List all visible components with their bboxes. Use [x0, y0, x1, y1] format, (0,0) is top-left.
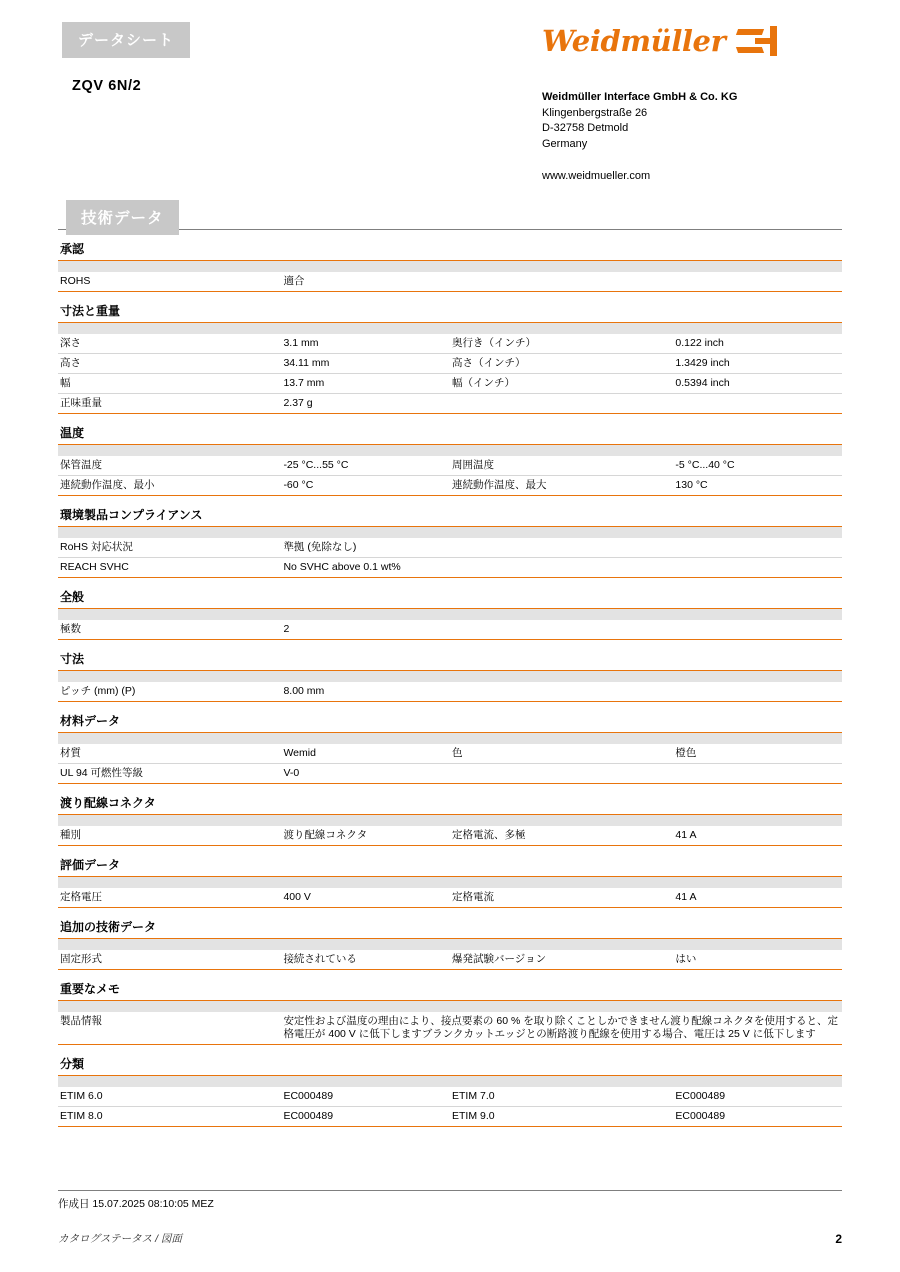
spec-value: 8.00 mm	[281, 682, 450, 702]
group-additional-technical-data	[58, 918, 842, 970]
table-row	[58, 354, 842, 374]
spec-key: 連続動作温度、最大	[450, 476, 673, 496]
group-title: 全般	[58, 588, 842, 609]
spec-table	[58, 826, 842, 846]
group-title: 材料データ	[58, 712, 842, 733]
spec-value	[673, 538, 842, 558]
company-website[interactable]: www.weidmueller.com	[542, 170, 651, 182]
spec-value: -5 °C...40 °C	[673, 456, 842, 476]
table-row	[58, 1012, 842, 1045]
group-title: 分類	[58, 1055, 842, 1076]
spec-value: 3.1 mm	[281, 334, 450, 354]
spec-value: 1.3429 inch	[673, 354, 842, 374]
spec-value: EC000489	[281, 1107, 450, 1127]
spec-value: 400 V	[281, 888, 450, 908]
group-strip	[58, 1001, 842, 1012]
group-title: 寸法	[58, 650, 842, 671]
group-strip	[58, 671, 842, 682]
spec-value: 2.37 g	[281, 394, 450, 414]
table-row	[58, 620, 842, 640]
group-cross-connector	[58, 794, 842, 846]
group-title: 承認	[58, 240, 842, 261]
spec-key: 定格電流、多極	[450, 826, 673, 846]
group-title: 追加の技術データ	[58, 918, 842, 939]
table-row	[58, 1107, 842, 1127]
table-row	[58, 826, 842, 846]
group-title: 評価データ	[58, 856, 842, 877]
group-temperature	[58, 424, 842, 496]
group-material-data	[58, 712, 842, 784]
spec-key	[450, 558, 673, 578]
group-strip	[58, 445, 842, 456]
table-row	[58, 272, 842, 292]
spec-table	[58, 682, 842, 702]
spec-value: EC000489	[673, 1087, 842, 1107]
spec-table	[58, 334, 842, 414]
spec-value	[673, 620, 842, 640]
group-strip	[58, 815, 842, 826]
table-row	[58, 682, 842, 702]
spec-key: 色	[450, 744, 673, 764]
spec-value: -25 °C...55 °C	[281, 456, 450, 476]
spec-value: 準拠 (免除なし)	[281, 538, 450, 558]
table-row	[58, 476, 842, 496]
spec-key: 製品情報	[58, 1012, 281, 1045]
spec-key: ETIM 9.0	[450, 1107, 673, 1127]
spec-key: ETIM 7.0	[450, 1087, 673, 1107]
brand-block	[542, 24, 842, 185]
group-environmental-compliance	[58, 506, 842, 578]
spec-value: 41 A	[673, 888, 842, 908]
spec-key: 正味重量	[58, 394, 281, 414]
spec-value: V-0	[281, 764, 450, 784]
tech-data-title: 技術データ	[66, 200, 179, 235]
spec-table	[58, 888, 842, 908]
group-rating-data	[58, 856, 842, 908]
spec-value: 接続されている	[281, 950, 450, 970]
group-strip	[58, 261, 842, 272]
created-date: 作成日 15.07.2025 08:10:05 MEZ	[58, 1190, 842, 1211]
table-row	[58, 334, 842, 354]
table-row	[58, 764, 842, 784]
spec-key: ピッチ (mm) (P)	[58, 682, 281, 702]
page-number: 2	[835, 1232, 842, 1246]
spec-value: 0.5394 inch	[673, 374, 842, 394]
spec-table	[58, 950, 842, 970]
group-title: 温度	[58, 424, 842, 445]
spec-value	[673, 558, 842, 578]
spec-table	[58, 1012, 842, 1045]
group-title: 渡り配線コネクタ	[58, 794, 842, 815]
datasheet-badge: データシート	[62, 22, 190, 58]
spec-value: 渡り配線コネクタ	[281, 826, 450, 846]
spec-key: ROHS	[58, 272, 281, 292]
group-general	[58, 588, 842, 640]
spec-value	[673, 682, 842, 702]
table-row	[58, 1087, 842, 1107]
group-strip	[58, 1076, 842, 1087]
spec-value	[673, 272, 842, 292]
spec-key: 保管温度	[58, 456, 281, 476]
group-strip	[58, 609, 842, 620]
address-line-3: Germany	[542, 137, 588, 150]
spec-value: 橙色	[673, 744, 842, 764]
table-row	[58, 538, 842, 558]
spec-table	[58, 620, 842, 640]
spec-key: 種別	[58, 826, 281, 846]
spec-key: 極数	[58, 620, 281, 640]
spec-value: 0.122 inch	[673, 334, 842, 354]
spec-table	[58, 538, 842, 578]
spec-key: 連続動作温度、最小	[58, 476, 281, 496]
table-row	[58, 950, 842, 970]
company-address	[542, 90, 842, 185]
spec-key: 周囲温度	[450, 456, 673, 476]
company-name: Weidmüller Interface GmbH & Co. KG	[542, 91, 738, 103]
spec-table	[58, 1087, 842, 1127]
tech-data-content	[58, 240, 842, 1127]
group-strip	[58, 877, 842, 888]
spec-key: 材質	[58, 744, 281, 764]
group-strip	[58, 323, 842, 334]
group-title: 寸法と重量	[58, 302, 842, 323]
spec-value: 2	[281, 620, 450, 640]
spec-value	[673, 394, 842, 414]
spec-key: 爆発試験バージョン	[450, 950, 673, 970]
spec-key	[450, 272, 673, 292]
spec-key	[450, 682, 673, 702]
spec-key: 幅	[58, 374, 281, 394]
table-row	[58, 374, 842, 394]
page-footer	[58, 1190, 842, 1246]
page-header	[0, 0, 900, 200]
spec-key: 奥行き（インチ）	[450, 334, 673, 354]
catalog-status: カタログステータス / 図面	[58, 1233, 182, 1245]
spec-table	[58, 456, 842, 496]
group-important-notes	[58, 980, 842, 1045]
spec-value: 41 A	[673, 826, 842, 846]
spec-value: Wemid	[281, 744, 450, 764]
spec-key: 深さ	[58, 334, 281, 354]
tech-data-heading	[58, 200, 842, 230]
spec-key	[450, 620, 673, 640]
group-strip	[58, 733, 842, 744]
table-row	[58, 744, 842, 764]
spec-key: 固定形式	[58, 950, 281, 970]
spec-key: UL 94 可燃性等級	[58, 764, 281, 784]
table-row	[58, 558, 842, 578]
spec-key	[450, 764, 673, 784]
spec-value: EC000489	[281, 1087, 450, 1107]
group-strip	[58, 939, 842, 950]
spec-value: No SVHC above 0.1 wt%	[281, 558, 450, 578]
spec-key	[450, 394, 673, 414]
spec-key	[450, 538, 673, 558]
table-row	[58, 394, 842, 414]
group-classification	[58, 1055, 842, 1127]
spec-value	[673, 764, 842, 784]
address-line-1: Klingenbergstraße 26	[542, 106, 648, 119]
spec-value: 34.11 mm	[281, 354, 450, 374]
spec-value: 13.7 mm	[281, 374, 450, 394]
address-line-2: D-32758 Detmold	[542, 122, 629, 134]
spec-key: 定格電流	[450, 888, 673, 908]
weidmuller-logo-icon	[737, 26, 781, 56]
spec-value: 130 °C	[673, 476, 842, 496]
group-strip	[58, 527, 842, 538]
table-row	[58, 456, 842, 476]
product-information-text: 安定性および温度の理由により、接点要素の 60 % を取り除くことしかできません渡り配線コネクタを使用すると、定格電圧が 400 V に低下しますブランクカットエッジとの断路渡り配線を使用する場合、電圧は 25 V に低下します	[281, 1012, 842, 1045]
spec-key: 幅（インチ）	[450, 374, 673, 394]
spec-value: 適合	[281, 272, 450, 292]
table-row	[58, 888, 842, 908]
page-title: ZQV 6N/2	[72, 78, 142, 94]
spec-key: REACH SVHC	[58, 558, 281, 578]
spec-table	[58, 744, 842, 784]
spec-table	[58, 272, 842, 292]
spec-key: ETIM 8.0	[58, 1107, 281, 1127]
spec-key: ETIM 6.0	[58, 1087, 281, 1107]
group-title: 環境製品コンプライアンス	[58, 506, 842, 527]
brand-logo	[542, 24, 842, 58]
spec-key: RoHS 対応状況	[58, 538, 281, 558]
group-title: 重要なメモ	[58, 980, 842, 1001]
spec-key: 定格電圧	[58, 888, 281, 908]
group-dimensions	[58, 650, 842, 702]
spec-value: EC000489	[673, 1107, 842, 1127]
group-approvals	[58, 240, 842, 292]
spec-value: はい	[673, 950, 842, 970]
spec-value: -60 °C	[281, 476, 450, 496]
spec-key: 高さ	[58, 354, 281, 374]
spec-key: 高さ（インチ）	[450, 354, 673, 374]
brand-name: Weidmüller	[542, 24, 726, 58]
group-dimensions-weight	[58, 302, 842, 414]
